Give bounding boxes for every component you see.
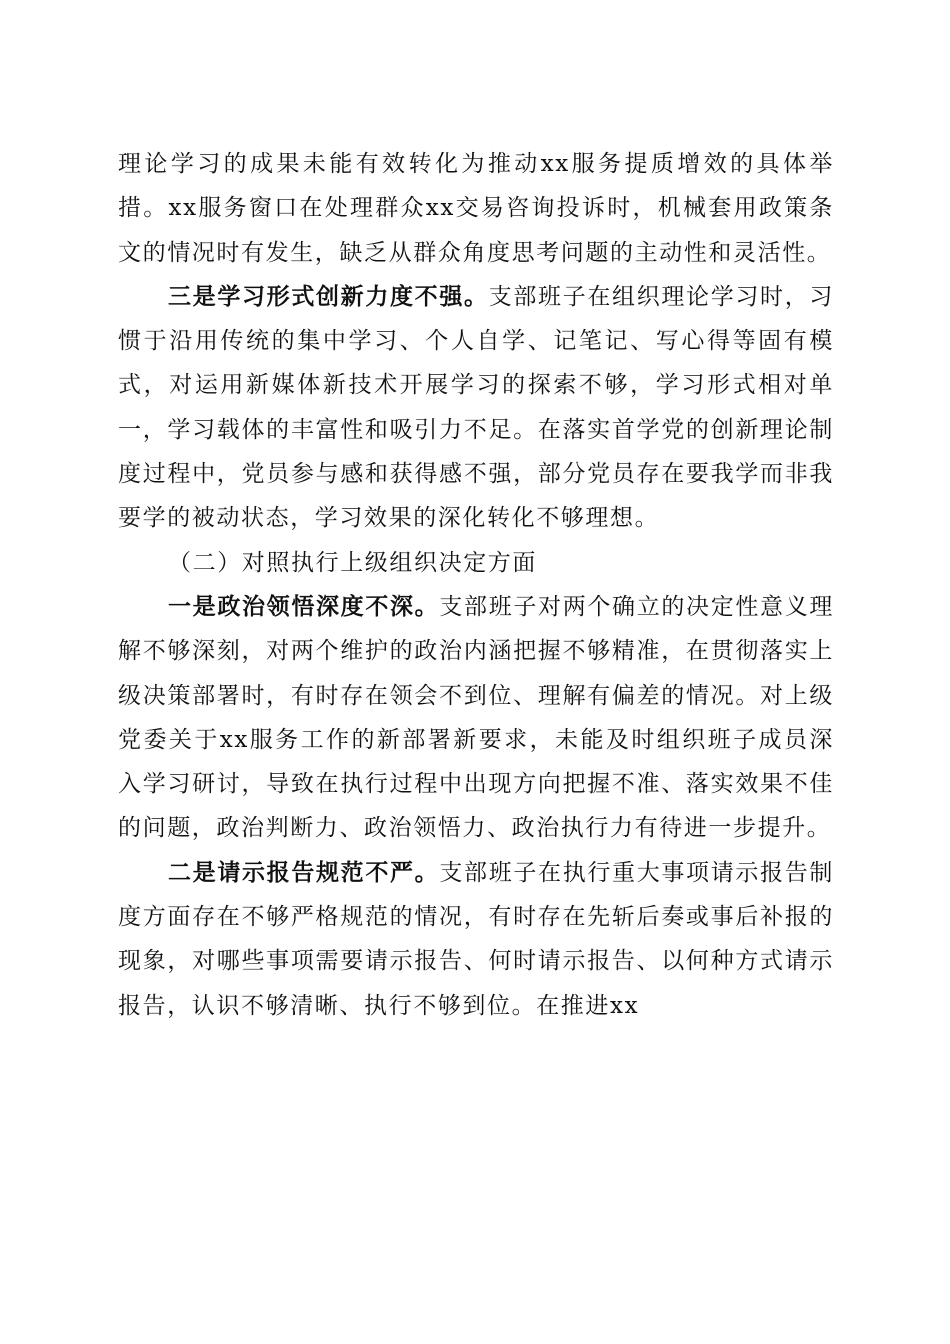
paragraph-lead: 一是政治领悟深度不深。 (168, 592, 440, 620)
paragraph-text: 支部班子在组织理论学习时，习惯于沿用传统的集中学习、个人自学、记笔记、写心得等固有模式，对运用新媒体新技术开展学习的探索不够，学习形式相对单一，学习载体的丰富性和吸引力不足。在落实首学党的创新理论制度过程中，党员参与感和获得感不强，部分党员存在要我学而非我要学的被动状态，学习效果的深化转化不够理想。 (118, 283, 834, 532)
paragraph-learning-form (118, 275, 834, 541)
paragraph-political-insight (118, 585, 834, 851)
section-heading: （二）对照执行上级组织决定方面 (168, 549, 537, 576)
paragraph-lead: 三是学习形式创新力度不强。 (168, 282, 489, 310)
paragraph-report-standards (118, 851, 834, 1028)
paragraph-text: 支部班子对两个确立的决定性意义理解不够深刻，对两个维护的政治内涵把握不够精准，在贯彻落实上级决策部署时，有时存在领会不到位、理解有偏差的情况。对上级党委关于xx服务工作的新部署新要求，未能及时组织班子成员深入学习研讨，导致在执行过程中出现方向把握不准、落实效果不佳的问题，政治判断力、政治领悟力、政治执行力有待进一步提升。 (118, 593, 834, 842)
paragraph-text: 理论学习的成果未能有效转化为推动xx服务提质增效的具体举措。xx服务窗口在处理群众xx交易咨询投诉时，机械套用政策条文的情况时有发生，缺乏从群众角度思考问题的主动性和灵活性。 (118, 151, 834, 266)
paragraph-text: 支部班子在执行重大事项请示报告制度方面存在不够严格规范的情况，有时存在先斩后奏或事后补报的现象，对哪些事项需要请示报告、何时请示报告、以何种方式请示报告，认识不够清晰、执行不够到位。在推进xx (118, 859, 834, 1019)
paragraph-continuation (118, 142, 834, 275)
paragraph-lead: 二是请示报告规范不严。 (168, 858, 440, 886)
document-body (118, 142, 834, 1028)
